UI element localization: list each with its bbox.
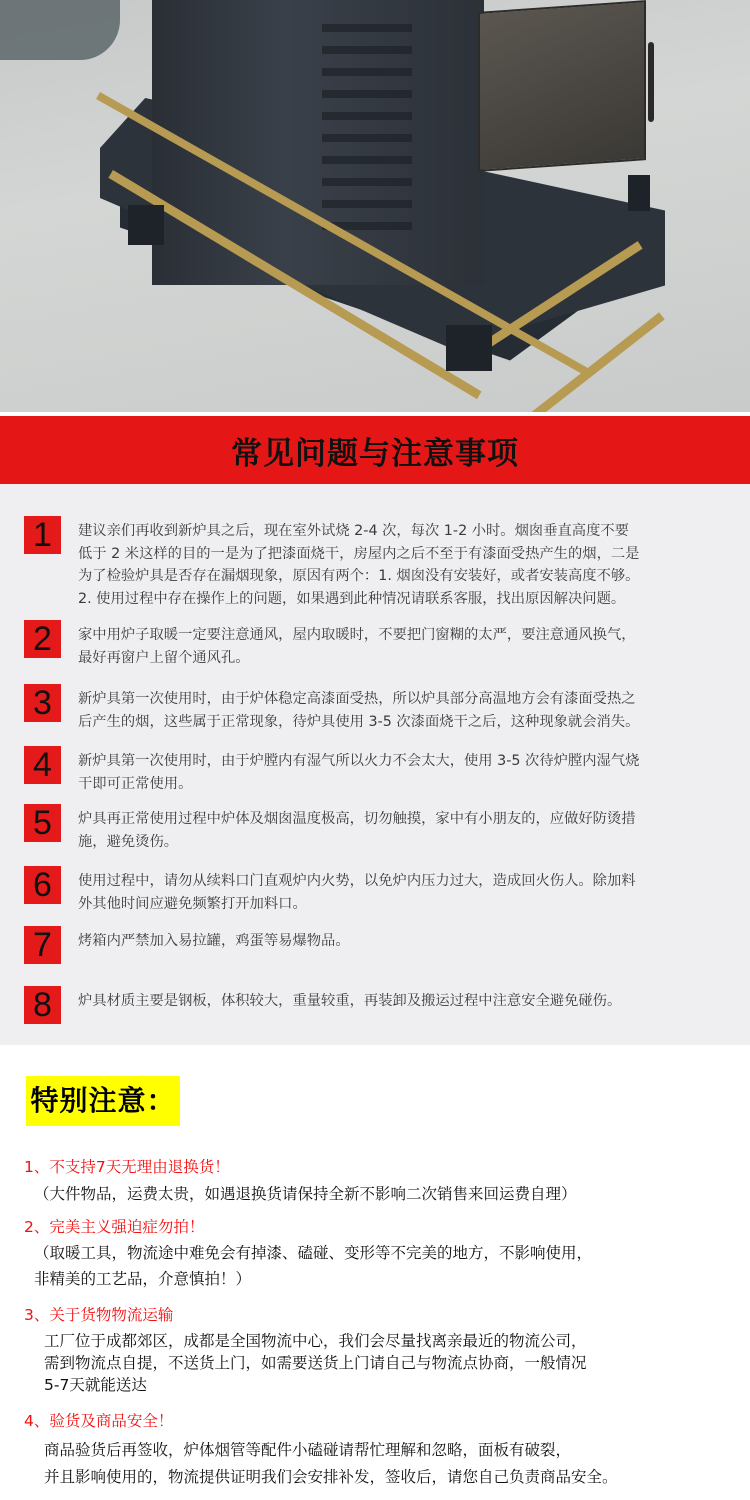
faq-line: 最好再窗户上留个通风孔。 [78, 649, 250, 666]
special-notes-section [0, 1045, 750, 1500]
faq-line: 烤箱内严禁加入易拉罐，鸡蛋等易爆物品。 [78, 933, 350, 949]
faq-line: 使用过程中，请勿从续料口门直观炉内火势，以免炉内压力过大，造成回火伤人。除加料 [78, 873, 636, 889]
note-body [44, 1437, 618, 1491]
faq-line: 新炉具第一次使用时，由于炉膛内有湿气所以火力不会太大，使用 3-5 次待炉膛内湿气烧 [78, 753, 640, 769]
faq-text [78, 520, 738, 610]
faq-line: 炉具再正常使用过程中炉体及烟囱温度极高，切勿触摸，家中有小朋友的，应做好防烫措 [78, 811, 636, 827]
faq-number-badge: 1 [24, 516, 61, 554]
faq-line: 为了检验炉具是否存在漏烟现象，原因有两个：1. 烟囱没有安装好，或者安装高度不够。 [78, 568, 640, 584]
faq-number-badge: 5 [24, 804, 61, 842]
faq-text [78, 750, 738, 795]
note-line: 非精美的工艺品，介意慎拍！） [34, 1270, 252, 1288]
faq-line: 家中用炉子取暖一定要注意通风，屋内取暖时，不要把门窗糊的太严，要注意通风换气， [78, 627, 636, 643]
note-line: 工厂位于成都郊区，成都是全国物流中心，我们会尽量找离亲最近的物流公司， [44, 1332, 587, 1350]
product-photo [0, 0, 750, 412]
faq-line: 2. 使用过程中存在操作上的问题，如果遇到此种情况请联系客服，找出原因解决问题。 [78, 590, 626, 607]
faq-line: 后产生的烟，这些属于正常现象，待炉具使用 3-5 次漆面烧干之后，这种现象就会消失。 [78, 713, 640, 730]
faq-line: 建议亲们再收到新炉具之后，现在室外试烧 2-4 次，每次 1-2 小时。烟囱垂直高度不要 [78, 523, 629, 539]
faq-panel [0, 484, 750, 1045]
stove-leg [446, 325, 492, 371]
faq-line: 新炉具第一次使用时，由于炉体稳定高漆面受热，所以炉具部分高温地方会有漆面受热之 [78, 691, 636, 707]
stove-leg [628, 175, 650, 211]
door-handle [648, 42, 654, 122]
note-body [44, 1330, 587, 1396]
faq-title: 常见问题与注意事项 [231, 435, 519, 472]
note-line: 需到物流点自提，不送货上门，如需要送货上门请自己与物流点协商，一般情况 [44, 1354, 587, 1372]
note-line: 5-7天就能送达 [44, 1376, 147, 1394]
note-heading: 2、完美主义强迫症勿拍！ [24, 1218, 205, 1236]
note-heading: 4、验货及商品安全！ [24, 1412, 174, 1430]
note-heading: 1、不支持7天无理由退换货！ [24, 1158, 230, 1176]
background-object [0, 0, 120, 60]
stove-leg [128, 205, 164, 245]
faq-number-badge: 6 [24, 866, 61, 904]
note-line: 商品验货后再签收，炉体烟管等配件小磕碰请帮忙理解和忽略，面板有破裂， [44, 1441, 572, 1459]
faq-text [78, 870, 738, 915]
faq-number-badge: 7 [24, 926, 61, 964]
note-line: （取暖工具，物流途中难免会有掉漆、磕碰、变形等不完美的地方，不影响使用， [34, 1244, 593, 1262]
faq-line: 低于 2 米这样的目的一是为了把漆面烧干，房屋内之后不至于有漆面受热产生的烟，二是 [78, 545, 640, 562]
note-body [34, 1240, 592, 1292]
note-body [34, 1181, 577, 1207]
faq-number-badge: 2 [24, 620, 61, 658]
faq-line: 干即可正常使用。 [78, 775, 193, 792]
faq-line: 施，避免烫伤。 [78, 833, 179, 850]
note-line: 并且影响使用的，物流提供证明我们会安排补发，签收后，请您自己负责商品安全。 [44, 1468, 618, 1486]
faq-number-badge: 3 [24, 684, 61, 722]
note-heading: 3、关于货物物流运输 [24, 1306, 174, 1324]
faq-line: 外其他时间应避免频繁打开加料口。 [78, 895, 307, 912]
faq-text [78, 808, 738, 853]
faq-text [78, 990, 738, 1013]
faq-text [78, 930, 738, 953]
special-notes-label: 特别注意： [26, 1076, 180, 1126]
faq-text [78, 688, 738, 733]
stove-vents [322, 10, 412, 230]
stove-body [152, 0, 484, 285]
faq-line: 炉具材质主要是钢板，体积较大，重量较重，再装卸及搬运过程中注意安全避免碰伤。 [78, 993, 622, 1009]
faq-header-band [0, 416, 750, 484]
faq-number-badge: 4 [24, 746, 61, 784]
note-line: （大件物品，运费太贵，如遇退换货请保持全新不影响二次销售来回运费自理） [34, 1185, 577, 1203]
faq-text [78, 624, 738, 669]
stove-feed-door [478, 0, 646, 172]
faq-number-badge: 8 [24, 986, 61, 1024]
